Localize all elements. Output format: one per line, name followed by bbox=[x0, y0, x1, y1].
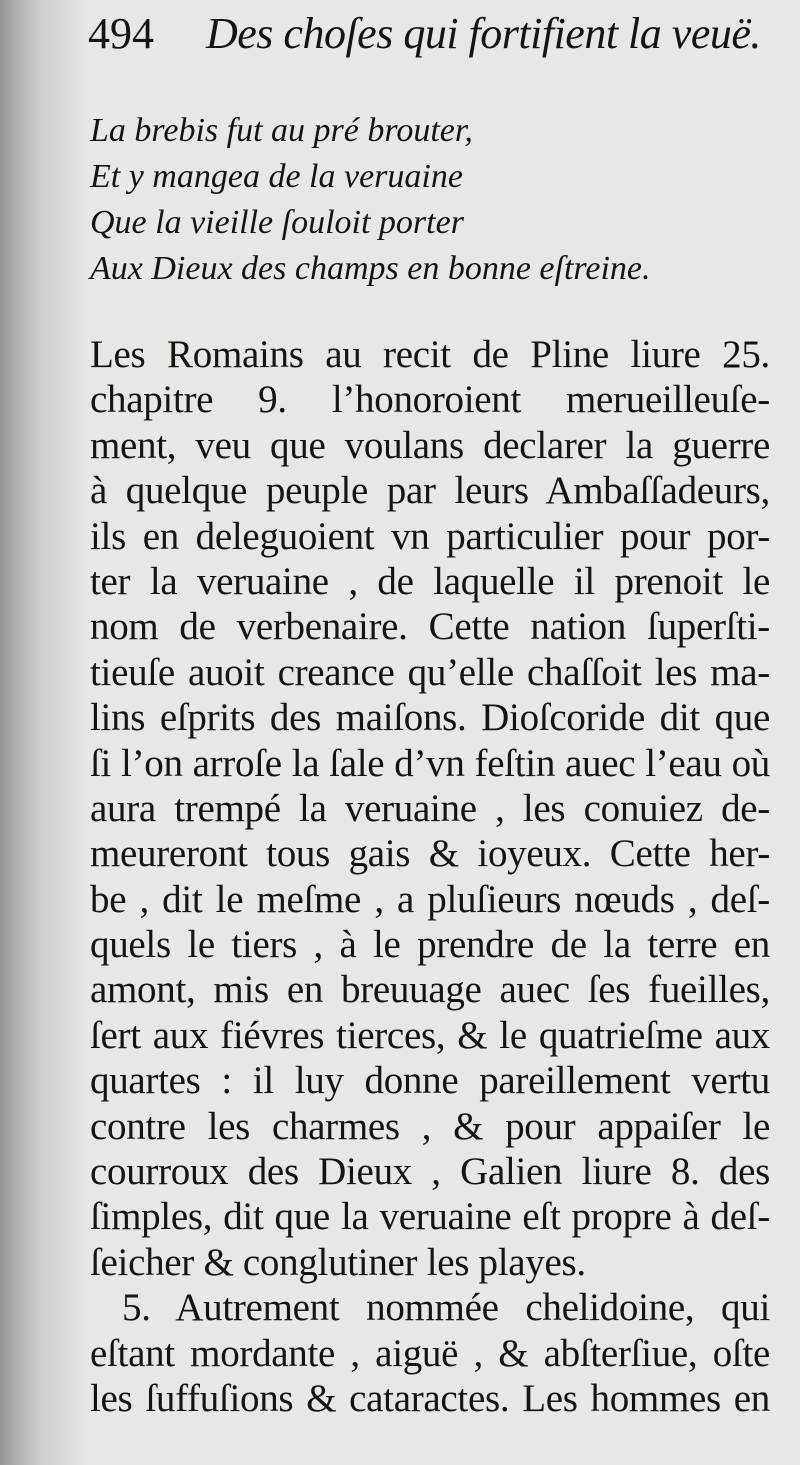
prose-line: nom de verbenaire. Cette nation ſuperſti- bbox=[90, 605, 770, 649]
page-header bbox=[88, 8, 788, 68]
verse-stanza bbox=[90, 108, 780, 292]
prose-line: les ſuffuſions & cataractes. Les hommes en bbox=[90, 1376, 770, 1420]
prose-line: à quelque peuple par leurs Ambaſſadeurs, bbox=[90, 469, 770, 513]
verse-line: Et y mangea de la veruaine bbox=[90, 158, 463, 195]
verse-line: Aux Dieux des champs en bonne eſtreine. bbox=[90, 250, 651, 287]
prose-line: 5. Autrement nommée chelidoine, qui bbox=[122, 1286, 770, 1330]
prose-line: Les Romains au recit de Pline liure 25. bbox=[90, 333, 770, 376]
prose-line: ſeicher & conglutiner les playes. bbox=[90, 1240, 586, 1284]
prose-line: lins eſprits des maiſons. Dioſcoride dit que bbox=[90, 696, 770, 740]
prose-line: contre les charmes , & pour appaiſer le bbox=[90, 1104, 770, 1148]
running-head: Des choſes qui fortifient la veuë. bbox=[206, 9, 761, 58]
page-number: 494 bbox=[88, 9, 154, 58]
prose-line: quartes : il luy donne pareillement vertu bbox=[90, 1059, 770, 1103]
prose-line: ils en deleguoient vn particulier pour por- bbox=[90, 514, 770, 558]
verse-line: Que la vieille ſouloit porter bbox=[90, 204, 464, 241]
prose-line: ſert aux fiévres tierces, & le quatrieſme aux bbox=[90, 1013, 770, 1057]
prose-line: ſimples, dit que la veruaine eſt propre à deſ- bbox=[90, 1195, 770, 1239]
prose-line: eſtant mordante , aiguë , & abſterſiue, oſte bbox=[90, 1331, 770, 1375]
prose-line: be , dit le meſme , a pluſieurs nœuds , deſ- bbox=[90, 877, 770, 921]
verse-line: La brebis fut au pré brouter, bbox=[90, 112, 473, 149]
prose-line: meureront tous gais & ioyeux. Cette her- bbox=[90, 832, 770, 876]
prose-line: ſi l’on arroſe la ſale d’vn feſtin auec l’eau où bbox=[90, 741, 770, 785]
prose-line: ment, veu que voulans declarer la guerre bbox=[90, 423, 770, 467]
prose-line: ter la veruaine , de laquelle il prenoit le bbox=[90, 559, 770, 603]
prose-line: courroux des Dieux , Galien liure 8. des bbox=[90, 1150, 770, 1194]
prose-line: aura trempé la veruaine , les conuiez de- bbox=[90, 786, 770, 830]
prose-body bbox=[90, 332, 770, 1421]
page-gutter-shadow bbox=[0, 0, 88, 1465]
prose-line: amont, mis en breuuage auec ſes fueilles, bbox=[90, 968, 770, 1012]
prose-line: quels le tiers , à le prendre de la terre en bbox=[90, 923, 770, 967]
prose-line: chapitre 9. l’honoroient merueilleuſe- bbox=[90, 378, 770, 422]
prose-line: tieuſe auoit creance qu’elle chaſſoit les ma- bbox=[90, 650, 770, 694]
